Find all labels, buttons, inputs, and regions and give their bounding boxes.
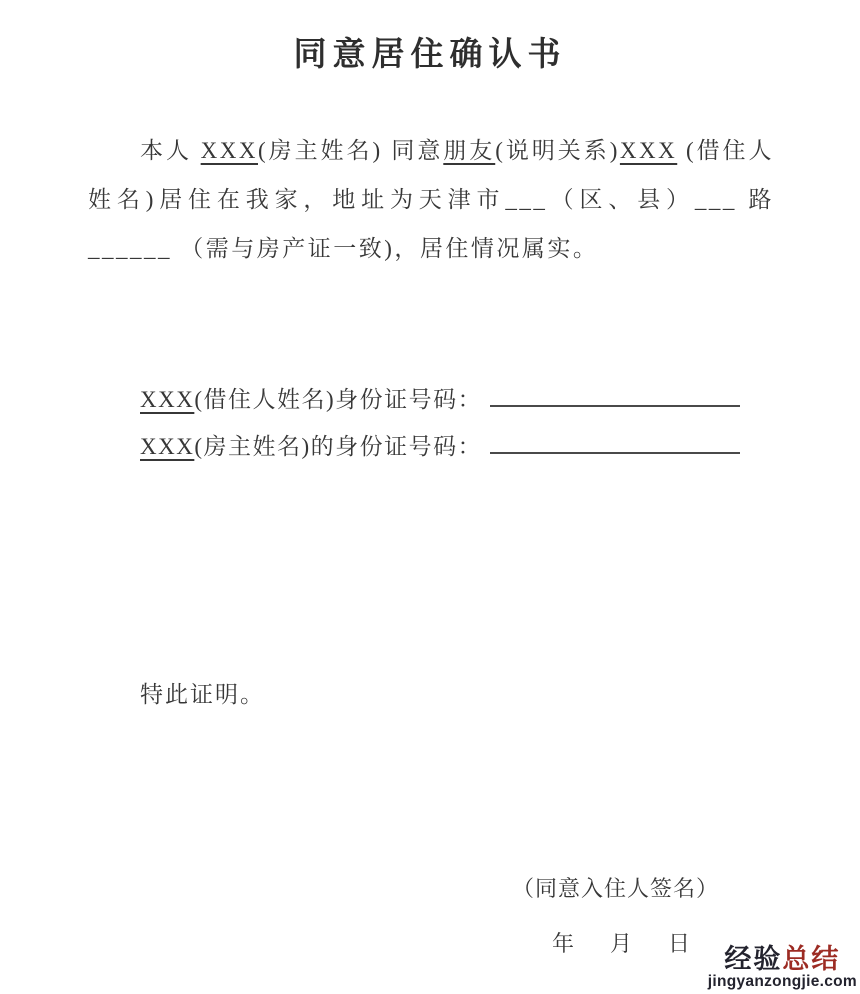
watermark-brand-part1: 经验 [724, 944, 783, 975]
text-segment: XXX [140, 434, 195, 459]
borrower-id-line [140, 376, 750, 423]
borrower-id-blank-line [490, 382, 740, 407]
owner-id-blank-line [490, 429, 740, 454]
text-segment: XXX [200, 138, 258, 163]
text-segment: (借住人姓名)居住在我家，地址为天津市___（区、县）___ 路______ （需与房产证一致)，居住情况属实。 [88, 138, 775, 261]
text-segment: (房主姓名)的身份证号码： [194, 434, 483, 459]
borrower-id-label [140, 387, 482, 412]
text-segment: 朋友 [443, 138, 496, 163]
owner-id-line [140, 423, 750, 470]
text-segment: XXX [619, 138, 678, 163]
date-month-label: 月 [610, 931, 633, 956]
owner-id-label [140, 434, 482, 459]
body-paragraph [88, 126, 774, 273]
date-line [552, 927, 690, 958]
text-segment: XXX [140, 387, 195, 412]
watermark-domain: jingyanzongjie.com [707, 972, 857, 990]
date-year-label: 年 [552, 931, 575, 956]
watermark-brand [708, 945, 857, 973]
text-segment: (房主姓名) 同意 [258, 138, 444, 163]
text-segment: (借住人姓名)身份证号码： [194, 387, 483, 412]
site-watermark [708, 945, 857, 990]
document-title: 同意居住确认书 [293, 37, 567, 73]
date-day-label: 日 [668, 931, 691, 956]
certify-statement: 特此证明。 [140, 682, 265, 707]
text-segment: (说明关系) [495, 138, 620, 163]
text-segment: 本人 [140, 138, 201, 163]
id-number-section [140, 376, 750, 470]
signature-hint: （同意入住人签名） [512, 876, 720, 901]
watermark-brand-part2: 总结 [782, 944, 841, 975]
